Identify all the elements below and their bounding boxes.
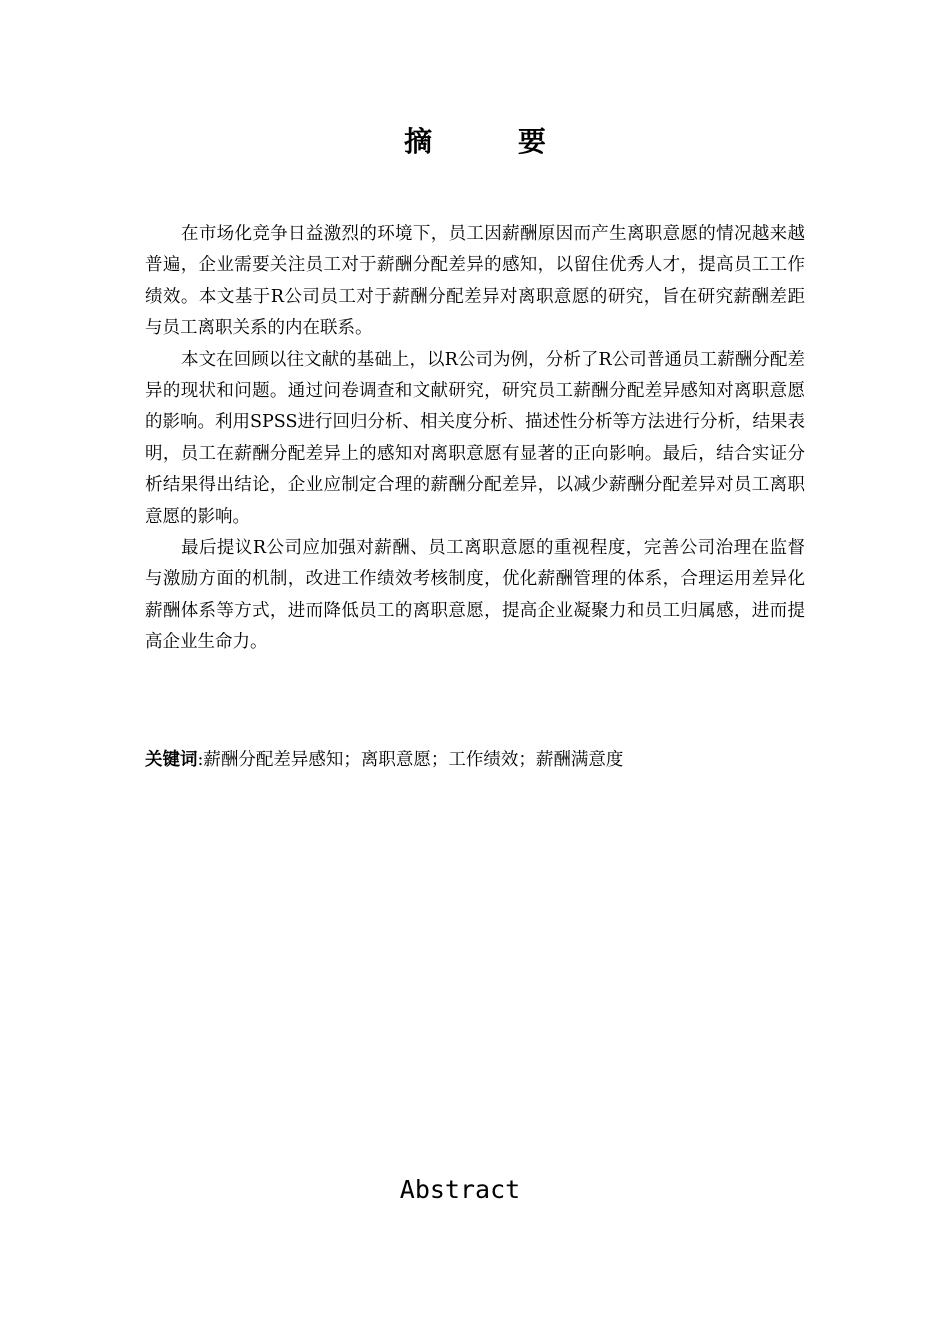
- keywords-label: 关键词: [145, 750, 198, 770]
- keywords-line: [145, 745, 825, 775]
- keywords-text: :薪酬分配差异感知；离职意愿；工作绩效；薪酬满意度: [197, 750, 624, 770]
- abstract-paragraph-2: 本文在回顾以往文献的基础上，以R公司为例，分析了R公司普通员工薪酬分配差异的现状和问题。通过问卷调查和文献研究，研究员工薪酬分配差异感知对离职意愿的影响。利用SPSS进行回归分析、相关度分析、描述性分析等方法进行分析，结果表明，员工在薪酬分配差异上的感知对离职意愿有显著的正向影响。最后，结合实证分析结果得出结论，企业应制定合理的薪酬分配差异，以减少薪酬分配差异对员工离职意愿的影响。: [145, 349, 805, 527]
- abstract-body: [145, 219, 805, 659]
- abstract-paragraph-3: 最后提议R公司应加强对薪酬、员工离职意愿的重视程度，完善公司治理在监督与激励方面的机制，改进工作绩效考核制度，优化薪酬管理的体系，合理运用差异化薪酬体系等方式，进而降低员工的离职意愿，提高企业凝聚力和员工归属感，进而提高企业生命力。: [145, 538, 805, 653]
- abstract-paragraph-1: 在市场化竞争日益激烈的环境下，员工因薪酬原因而产生离职意愿的情况越来越普遍，企业需要关注员工对于薪酬分配差异的感知，以留住优秀人才，提高员工工作绩效。本文基于R公司员工对于薪酬分配差异对离职意愿的研究，旨在研究薪酬差距与员工离职关系的内在联系。: [145, 224, 805, 339]
- abstract-title-en: Abstract: [399, 1175, 521, 1204]
- abstract-title-cn: 摘 要: [404, 125, 584, 158]
